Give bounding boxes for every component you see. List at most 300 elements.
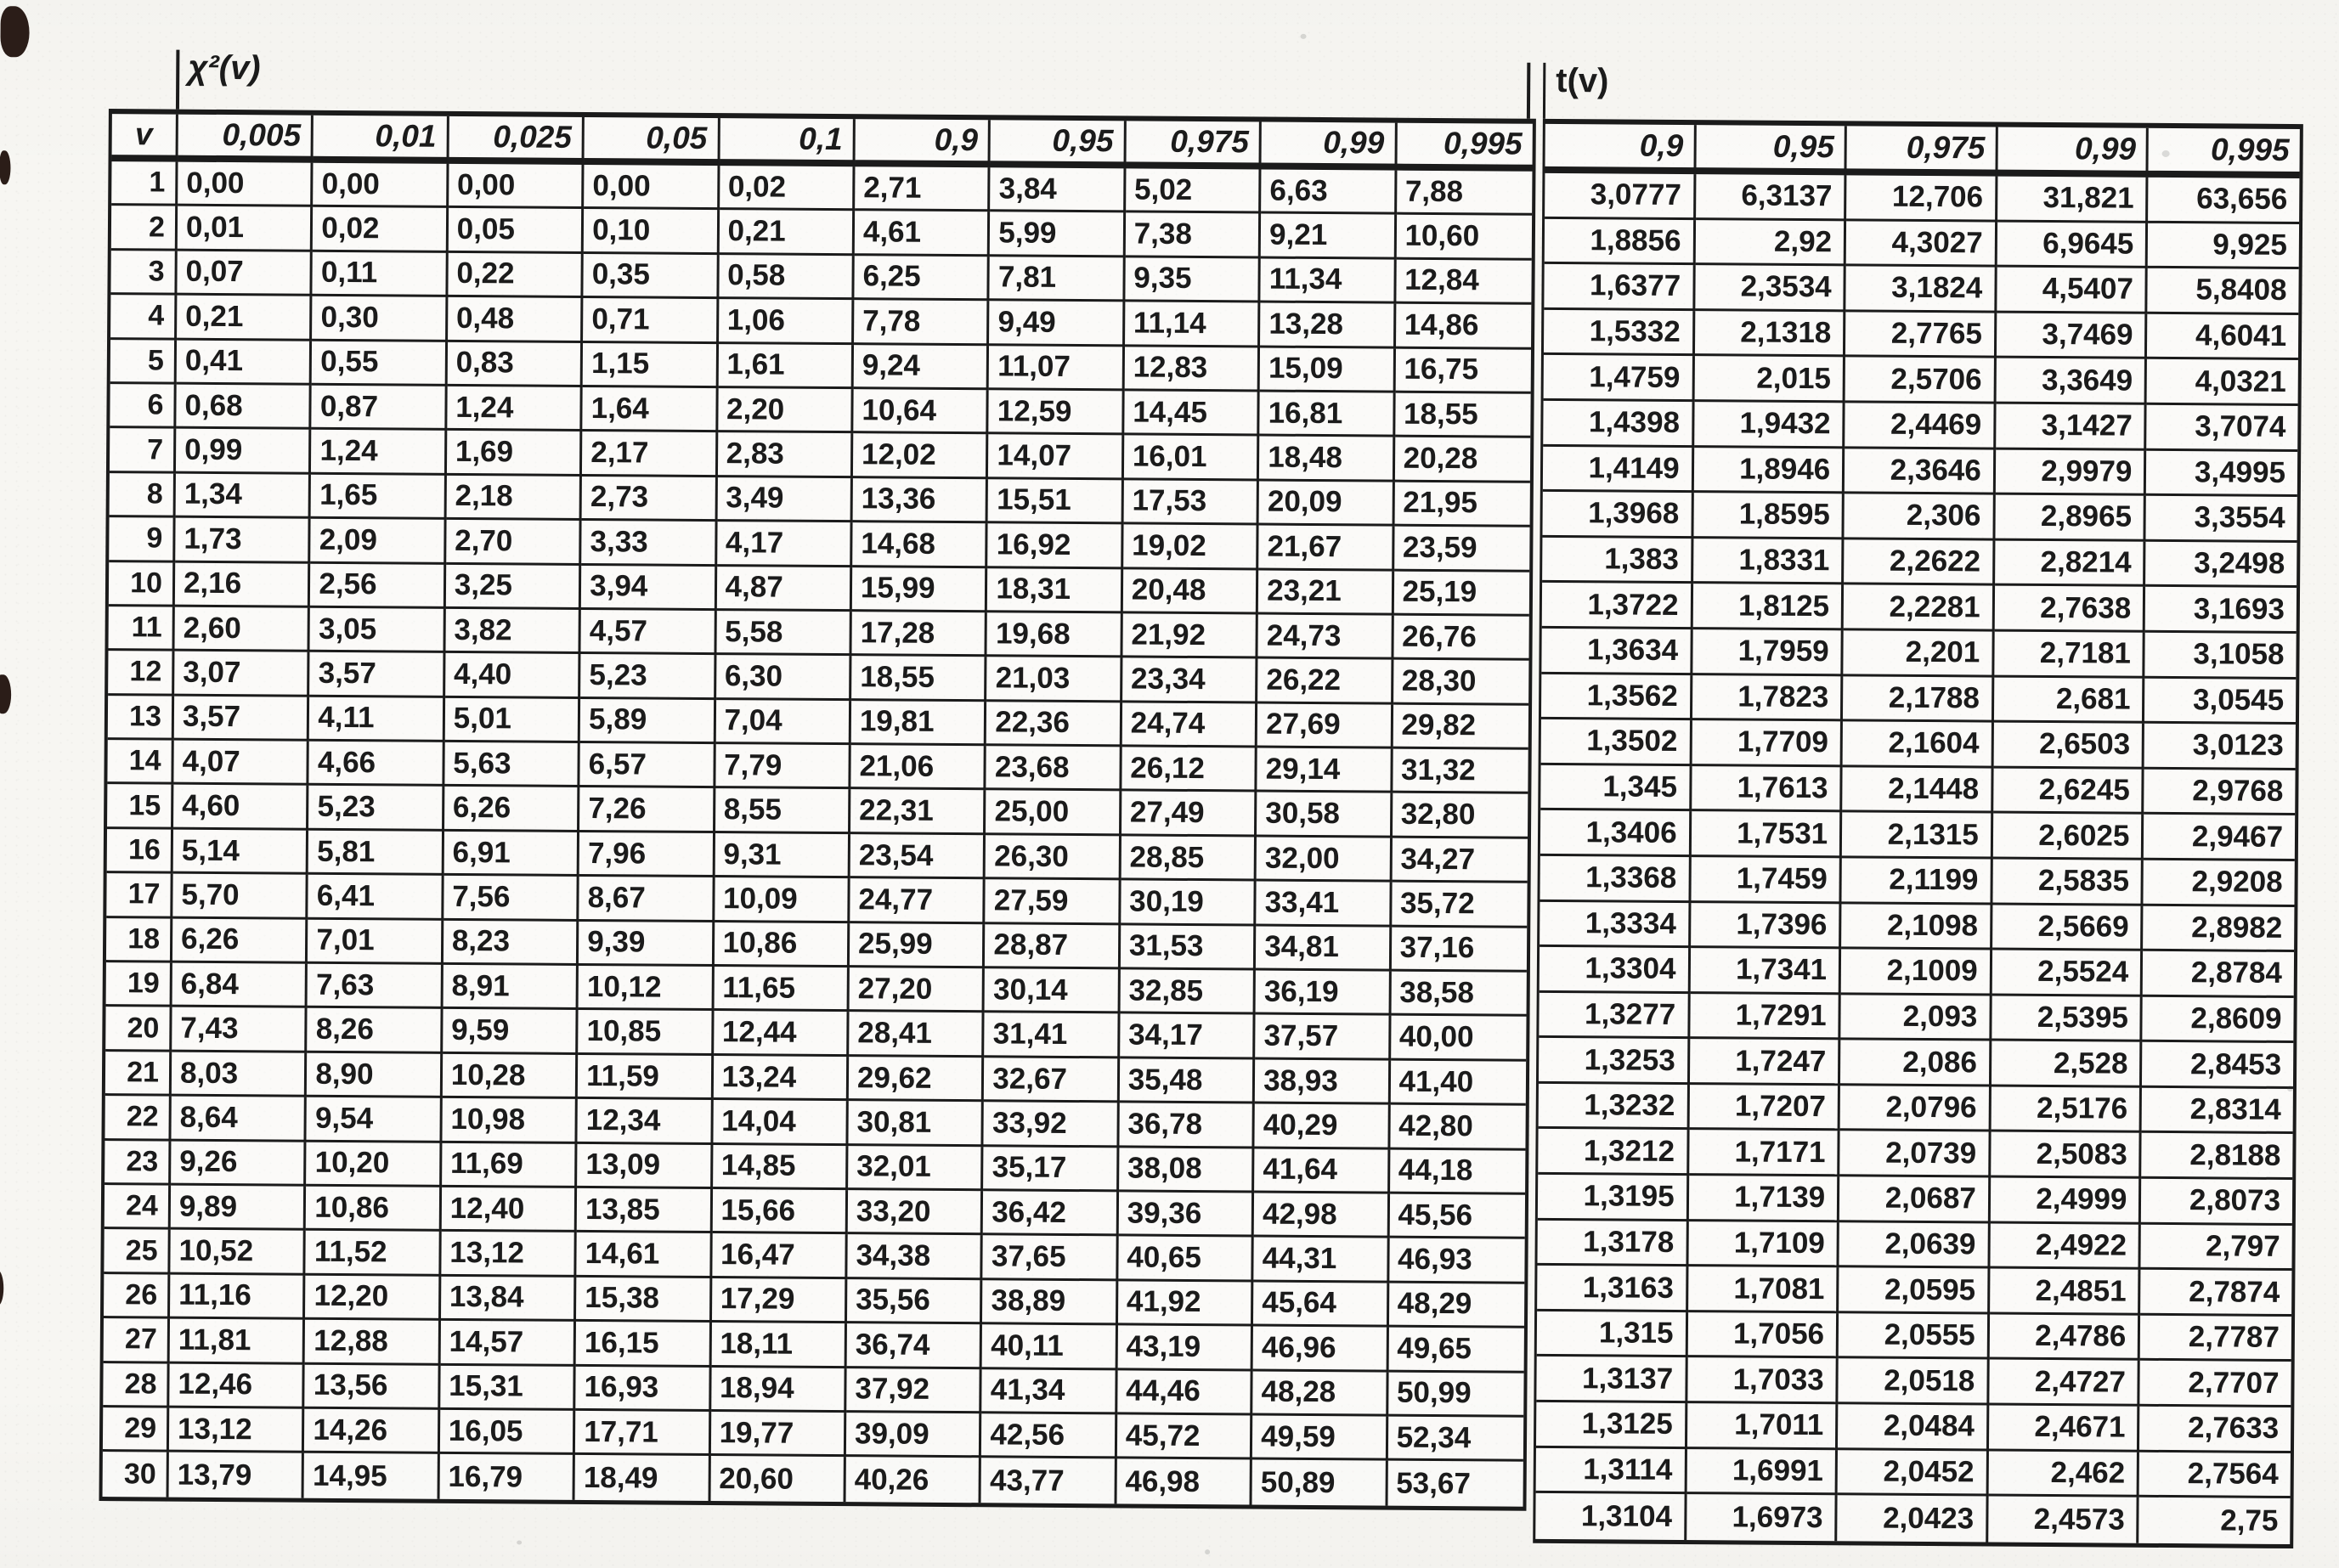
chi-cell: 6,57 — [580, 743, 716, 789]
chi-cell: 16,15 — [576, 1322, 712, 1368]
chi-cell: 2,20 — [718, 388, 854, 434]
t-table-label: t(v) — [1543, 63, 1609, 120]
t-cell: 1,7056 — [1687, 1312, 1839, 1359]
t-cell: 1,3722 — [1542, 583, 1693, 629]
scan-artifact — [0, 150, 11, 184]
chi-cell: 6,26 — [172, 918, 308, 964]
chi-cell: 37,92 — [846, 1368, 982, 1414]
chi-cell: 46,98 — [1116, 1459, 1252, 1505]
chi-cell: 12,88 — [305, 1320, 441, 1366]
chi-cell: 37,65 — [983, 1236, 1119, 1282]
t-cell: 1,9432 — [1694, 402, 1845, 448]
chi-cell: 25,99 — [850, 923, 986, 969]
chi-cell: 16,47 — [712, 1233, 848, 1279]
chi-cell: 32,80 — [1393, 793, 1528, 839]
t-cell: 1,7247 — [1690, 1039, 1841, 1086]
chi-cell: 7,43 — [172, 1007, 308, 1053]
t-cell: 2,6503 — [1993, 723, 2144, 770]
t-cell: 2,9979 — [1996, 449, 2147, 496]
chi-cell: 41,40 — [1390, 1060, 1526, 1106]
chi-cell: 14,85 — [713, 1145, 849, 1191]
t-cell: 1,7459 — [1691, 857, 1842, 904]
t-cell: 2,015 — [1694, 356, 1845, 403]
chi-cell: 12,44 — [714, 1011, 850, 1057]
chi-cell: 18,94 — [711, 1368, 847, 1413]
chi-cell: 14,07 — [988, 435, 1124, 481]
chi-cell: 18,55 — [851, 656, 987, 702]
t-cell: 1,3232 — [1539, 1084, 1690, 1131]
t-cell: 2,9208 — [2144, 860, 2295, 907]
chi-cell: 2,56 — [310, 563, 446, 609]
chi-row-label: 1 — [111, 161, 178, 206]
chi-cell: 24,77 — [850, 878, 986, 924]
chi-cell: 35,48 — [1120, 1058, 1256, 1104]
t-cell: 3,1693 — [2145, 587, 2297, 634]
chi-cell: 11,16 — [170, 1274, 306, 1320]
table-divider-line — [1527, 63, 1530, 119]
t-cell: 1,7033 — [1687, 1358, 1839, 1405]
chi-cell: 2,16 — [175, 562, 311, 608]
chi-cell: 13,28 — [1260, 303, 1396, 349]
chi-cell: 26,76 — [1393, 616, 1529, 662]
t-cell: 2,7181 — [1994, 632, 2145, 679]
t-table — [1533, 119, 2303, 1548]
chi-cell: 28,41 — [849, 1012, 985, 1058]
chi-cell: 10,64 — [853, 389, 989, 435]
t-cell: 1,3562 — [1541, 674, 1692, 720]
t-cell: 1,7341 — [1690, 948, 1841, 995]
chi-cell: 6,63 — [1261, 170, 1397, 216]
chi-cell: 17,71 — [575, 1411, 711, 1457]
chi-cell: 4,61 — [855, 212, 991, 257]
chi-row-label: 10 — [109, 562, 175, 607]
chi-cell: 23,21 — [1258, 570, 1394, 616]
chi-cell: 1,34 — [176, 473, 312, 519]
chi-cell: 5,14 — [173, 829, 309, 875]
t-cell: 1,7081 — [1688, 1266, 1839, 1313]
chi-cell: 20,60 — [710, 1456, 846, 1502]
chi-cell: 8,64 — [171, 1097, 307, 1142]
t-cell: 4,6041 — [2147, 314, 2298, 361]
chi-cell: 11,81 — [170, 1319, 306, 1365]
chi-cell: 3,07 — [174, 651, 310, 697]
chi-cell: 12,40 — [442, 1187, 578, 1233]
chi-cell: 21,67 — [1258, 526, 1394, 572]
t-cell: 2,7707 — [2140, 1361, 2291, 1407]
t-cell: 9,925 — [2148, 223, 2299, 269]
chi-cell: 12,84 — [1396, 259, 1532, 305]
t-cell: 1,8595 — [1693, 493, 1845, 539]
t-cell: 2,5395 — [1992, 996, 2143, 1042]
chi-cell: 2,73 — [582, 477, 718, 522]
chi-cell: 2,83 — [718, 432, 854, 478]
chi-cell: 13,12 — [441, 1232, 577, 1278]
chi-square-table-label: χ²(v) — [176, 50, 261, 110]
chi-cell: 18,55 — [1395, 393, 1531, 439]
chi-cell: 8,55 — [715, 789, 851, 835]
chi-row-label: 12 — [108, 651, 174, 696]
t-cell: 1,7011 — [1687, 1403, 1839, 1450]
chi-cell: 13,56 — [305, 1364, 441, 1410]
chi-cell: 0,99 — [176, 429, 312, 475]
chi-col-header: 0,025 — [449, 116, 585, 165]
chi-col-header: 0,05 — [585, 117, 720, 166]
chi-cell: 5,23 — [580, 654, 716, 700]
chi-cell: 5,63 — [444, 742, 580, 788]
chi-cell: 7,01 — [308, 919, 444, 965]
chi-cell: 7,38 — [1126, 213, 1262, 259]
chi-cell: 14,57 — [440, 1321, 576, 1367]
t-cell: 4,3027 — [1846, 221, 1997, 268]
chi-cell: 14,86 — [1396, 304, 1532, 350]
chi-cell: 17,53 — [1123, 480, 1259, 526]
t-cell: 1,3195 — [1538, 1175, 1689, 1221]
chi-row-label: 18 — [106, 918, 172, 963]
t-cell: 2,0452 — [1838, 1450, 1989, 1497]
chi-row-label: 24 — [105, 1185, 171, 1230]
chi-cell: 5,58 — [716, 611, 852, 657]
chi-row-label: 14 — [107, 740, 173, 785]
chi-cell: 1,15 — [583, 343, 719, 389]
t-cell: 2,0639 — [1839, 1222, 1991, 1269]
t-cell: 1,8946 — [1693, 448, 1845, 494]
chi-cell: 8,26 — [308, 1008, 444, 1054]
t-cell: 1,3368 — [1540, 856, 1691, 903]
chi-cell: 15,51 — [988, 479, 1124, 525]
t-cell: 31,821 — [1997, 177, 2149, 223]
chi-cell: 22,36 — [986, 702, 1122, 747]
chi-cell: 8,90 — [307, 1053, 443, 1099]
t-cell: 3,0545 — [2144, 678, 2296, 725]
chi-cell: 1,24 — [447, 386, 583, 432]
chi-row-label: 8 — [110, 473, 176, 518]
chi-cell: 26,12 — [1121, 747, 1257, 792]
chi-cell: 15,09 — [1260, 347, 1396, 393]
chi-cell: 2,09 — [311, 519, 447, 565]
chi-cell: 2,70 — [446, 520, 582, 566]
t-cell: 1,3163 — [1537, 1266, 1688, 1312]
t-cell: 5,8408 — [2148, 268, 2299, 315]
chi-row-label: 27 — [104, 1318, 170, 1363]
chi-cell: 0,00 — [449, 164, 585, 210]
t-cell: 2,8314 — [2142, 1088, 2293, 1135]
chi-cell: 4,11 — [309, 697, 445, 742]
chi-cell: 33,20 — [848, 1190, 984, 1236]
chi-cell: 8,67 — [579, 877, 715, 922]
chi-cell: 11,69 — [442, 1142, 578, 1188]
t-cell: 2,7564 — [2139, 1452, 2291, 1498]
chi-cell: 20,28 — [1395, 437, 1531, 483]
chi-cell: 6,26 — [444, 787, 580, 832]
chi-cell: 28,87 — [985, 924, 1121, 970]
t-cell: 3,3649 — [1996, 358, 2147, 405]
chi-col-header: 0,9 — [855, 119, 991, 167]
chi-cell: 37,16 — [1391, 927, 1527, 973]
chi-cell: 9,21 — [1261, 214, 1397, 260]
t-cell: 1,3304 — [1540, 947, 1691, 994]
chi-cell: 34,17 — [1120, 1014, 1256, 1060]
t-cell: 1,3634 — [1541, 629, 1692, 675]
scan-speckle — [517, 1540, 522, 1544]
chi-cell: 13,79 — [169, 1452, 305, 1498]
t-cell: 2,1604 — [1843, 721, 1994, 768]
t-cell: 2,2622 — [1844, 539, 1995, 586]
chi-cell: 14,68 — [852, 522, 988, 568]
chi-cell: 31,41 — [985, 1013, 1121, 1059]
chi-cell: 0,55 — [312, 341, 448, 386]
t-cell: 63,656 — [2148, 178, 2299, 224]
chi-cell: 0,00 — [178, 162, 314, 208]
t-cell: 2,1448 — [1842, 767, 1993, 814]
t-cell: 2,1199 — [1842, 858, 1993, 905]
chi-row-label: 7 — [110, 428, 176, 473]
chi-cell: 12,46 — [169, 1363, 305, 1409]
t-cell: 4,0321 — [2147, 359, 2298, 406]
t-cell: 2,8453 — [2142, 1042, 2293, 1089]
chi-cell: 3,57 — [174, 696, 310, 742]
chi-cell: 3,82 — [445, 609, 581, 655]
chi-cell: 32,01 — [848, 1146, 984, 1192]
t-cell: 2,1009 — [1841, 949, 1992, 996]
t-cell: 1,4149 — [1543, 446, 1694, 493]
chi-row-label: 15 — [107, 785, 173, 830]
chi-cell: 32,67 — [984, 1058, 1120, 1103]
chi-row-label: 17 — [106, 873, 172, 918]
chi-cell: 42,56 — [981, 1413, 1117, 1459]
chi-cell: 1,64 — [582, 387, 718, 433]
chi-cell: 11,34 — [1261, 258, 1397, 304]
chi-cell: 1,06 — [719, 299, 855, 345]
chi-cell: 0,30 — [312, 296, 448, 342]
chi-cell: 13,09 — [577, 1144, 713, 1190]
chi-cell: 44,31 — [1254, 1238, 1390, 1283]
chi-cell: 9,35 — [1125, 257, 1261, 303]
chi-cell: 11,14 — [1125, 302, 1261, 348]
chi-cell: 13,36 — [853, 478, 989, 524]
t-cell: 2,4573 — [1988, 1497, 2139, 1543]
chi-cell: 0,41 — [177, 340, 313, 386]
chi-cell: 35,17 — [983, 1147, 1119, 1193]
t-cell: 1,3277 — [1539, 993, 1690, 1040]
chi-col-header: 0,01 — [314, 116, 449, 164]
t-cell: 3,0123 — [2144, 724, 2296, 770]
t-cell: 2,6025 — [1993, 814, 2144, 860]
chi-row-label: 9 — [109, 517, 175, 562]
t-cell: 2,306 — [1845, 494, 1996, 540]
t-cell: 2,9768 — [2144, 770, 2296, 816]
chi-cell: 37,57 — [1255, 1015, 1391, 1061]
chi-cell: 41,64 — [1254, 1148, 1390, 1194]
scan-artifact — [0, 6, 29, 57]
t-cell: 2,8784 — [2143, 951, 2294, 998]
scan-speckle — [2287, 1086, 2293, 1091]
t-cell: 1,6973 — [1686, 1494, 1838, 1541]
chi-cell: 4,60 — [173, 785, 309, 831]
chi-row-label: 6 — [110, 384, 176, 429]
chi-cell: 5,89 — [580, 699, 716, 745]
t-cell: 1,3502 — [1541, 719, 1692, 766]
chi-cell: 12,02 — [853, 434, 989, 480]
chi-cell: 46,93 — [1389, 1238, 1525, 1284]
chi-cell: 35,56 — [847, 1279, 983, 1325]
chi-cell: 30,58 — [1257, 792, 1393, 838]
chi-cell: 14,95 — [304, 1453, 440, 1499]
scan-speckle — [1205, 1549, 1210, 1554]
chi-cell: 10,98 — [442, 1098, 578, 1144]
chi-cell: 12,20 — [305, 1275, 441, 1321]
chi-cell: 36,74 — [847, 1323, 983, 1369]
chi-cell: 7,96 — [579, 832, 715, 878]
t-cell: 1,4398 — [1543, 401, 1694, 448]
chi-cell: 16,79 — [439, 1454, 575, 1500]
chi-cell: 17,29 — [712, 1278, 848, 1324]
chi-cell: 31,32 — [1393, 749, 1528, 795]
chi-cell: 1,65 — [311, 474, 447, 520]
chi-cell: 10,09 — [715, 877, 850, 923]
chi-cell: 29,62 — [849, 1057, 985, 1103]
chi-cell: 14,04 — [713, 1100, 849, 1146]
t-col-header: 0,975 — [1847, 126, 1998, 176]
chi-cell: 13,24 — [713, 1056, 849, 1102]
chi-cell: 0,48 — [448, 297, 584, 343]
t-cell: 3,7074 — [2147, 405, 2298, 452]
chi-cell: 42,80 — [1390, 1105, 1526, 1151]
chi-cell: 22,31 — [850, 790, 986, 836]
t-col-header: 0,9 — [1545, 124, 1696, 174]
chi-cell: 49,65 — [1388, 1328, 1524, 1373]
chi-cell: 45,64 — [1253, 1282, 1389, 1328]
chi-cell: 36,78 — [1119, 1103, 1255, 1149]
scan-speckle — [1301, 34, 1307, 39]
chi-cell: 35,72 — [1392, 883, 1528, 928]
chi-cell: 49,59 — [1252, 1415, 1388, 1461]
chi-cell: 4,66 — [309, 742, 445, 787]
chi-cell: 44,18 — [1390, 1149, 1526, 1195]
t-cell: 3,4995 — [2146, 450, 2297, 497]
t-cell: 3,1824 — [1846, 267, 1997, 313]
t-cell: 2,8073 — [2141, 1179, 2292, 1226]
chi-cell: 0,01 — [178, 206, 314, 252]
chi-cell: 15,99 — [852, 567, 988, 613]
chi-row-label: 5 — [110, 340, 177, 385]
chi-cell: 32,00 — [1257, 837, 1393, 883]
chi-cell: 9,89 — [171, 1186, 307, 1232]
chi-cell: 21,06 — [850, 745, 986, 791]
chi-cell: 7,78 — [854, 300, 990, 346]
chi-cell: 0,11 — [313, 252, 449, 298]
chi-cell: 13,84 — [441, 1277, 577, 1323]
chi-row-label: 13 — [108, 696, 174, 741]
t-cell: 2,7765 — [1845, 312, 1997, 358]
chi-cell: 0,35 — [584, 254, 720, 300]
t-cell: 2,0796 — [1840, 1086, 1992, 1132]
t-cell: 2,4999 — [1991, 1178, 2142, 1225]
t-cell: 2,1318 — [1695, 311, 1846, 358]
chi-row-label: 19 — [106, 962, 172, 1007]
chi-cell: 7,88 — [1397, 171, 1533, 217]
chi-cell: 0,05 — [449, 208, 585, 254]
chi-cell: 31,53 — [1121, 925, 1257, 971]
chi-row-label: 4 — [110, 295, 177, 340]
chi-cell: 19,02 — [1123, 525, 1259, 571]
t-cell: 2,1788 — [1843, 676, 1994, 723]
t-cell: 1,8856 — [1545, 218, 1696, 265]
t-cell: 2,8965 — [1995, 495, 2146, 542]
t-cell: 2,3646 — [1845, 448, 1996, 495]
chi-cell: 28,30 — [1393, 660, 1529, 706]
chi-cell: 12,59 — [989, 390, 1125, 436]
t-cell: 2,0687 — [1839, 1176, 1991, 1223]
t-cell: 2,5835 — [1992, 859, 2144, 905]
chi-cell: 3,94 — [581, 565, 717, 611]
chi-cell: 23,34 — [1122, 658, 1258, 704]
chi-cell: 6,91 — [444, 832, 579, 877]
t-cell: 3,7469 — [1997, 313, 2148, 359]
chi-cell: 41,92 — [1118, 1281, 1254, 1327]
chi-cell: 11,52 — [306, 1231, 442, 1277]
chi-cell: 16,93 — [575, 1366, 711, 1412]
t-cell: 1,8125 — [1692, 584, 1844, 630]
chi-cell: 24,74 — [1122, 702, 1258, 748]
t-cell: 2,6245 — [1993, 768, 2144, 815]
t-cell: 1,3212 — [1538, 1129, 1689, 1176]
t-cell: 1,315 — [1537, 1311, 1688, 1358]
chi-cell: 14,26 — [304, 1409, 440, 1455]
t-cell: 6,9645 — [1997, 222, 2148, 268]
t-cell: 1,7823 — [1692, 675, 1844, 722]
chi-cell: 14,45 — [1124, 391, 1260, 437]
t-cell: 2,7638 — [1994, 586, 2145, 633]
chi-cell: 3,33 — [581, 521, 717, 567]
chi-cell: 0,58 — [719, 255, 855, 301]
chi-cell: 0,21 — [719, 210, 855, 256]
chi-cell: 3,57 — [310, 652, 446, 698]
t-cell: 3,1058 — [2145, 633, 2297, 680]
chi-row-label: 23 — [105, 1141, 171, 1186]
chi-cell: 10,86 — [306, 1187, 442, 1232]
chi-cell: 15,38 — [576, 1278, 712, 1323]
chi-cell: 2,17 — [582, 431, 718, 477]
chi-cell: 17,28 — [851, 612, 987, 657]
t-cell: 2,4671 — [1989, 1406, 2140, 1452]
chi-cell: 29,14 — [1257, 748, 1393, 794]
chi-row-label: 2 — [111, 206, 178, 251]
chi-cell: 8,23 — [444, 920, 579, 966]
t-cell: 2,462 — [1988, 1451, 2139, 1497]
chi-cell: 23,54 — [850, 834, 986, 880]
t-cell: 2,4786 — [1990, 1314, 2141, 1361]
chi-cell: 40,11 — [982, 1324, 1118, 1370]
chi-cell: 41,34 — [982, 1369, 1118, 1415]
chi-cell: 1,61 — [718, 344, 854, 390]
t-cell: 2,1098 — [1841, 904, 1992, 950]
chi-cell: 27,20 — [850, 967, 986, 1013]
chi-cell: 32,85 — [1120, 969, 1256, 1015]
chi-cell: 15,31 — [440, 1365, 576, 1411]
t-cell: 2,8609 — [2143, 996, 2294, 1043]
t-cell: 1,6991 — [1686, 1449, 1838, 1496]
t-cell: 2,528 — [1992, 1041, 2143, 1088]
chi-cell: 38,93 — [1255, 1059, 1391, 1105]
chi-cell: 16,05 — [440, 1410, 576, 1456]
chi-cell: 6,25 — [854, 256, 990, 302]
chi-cell: 43,77 — [981, 1458, 1117, 1504]
t-cell: 1,3104 — [1535, 1493, 1686, 1540]
chi-cell: 53,67 — [1396, 1466, 1472, 1500]
chi-cell: 8,03 — [172, 1052, 308, 1097]
t-cell: 1,3406 — [1540, 810, 1692, 857]
t-cell: 1,6377 — [1544, 264, 1695, 311]
